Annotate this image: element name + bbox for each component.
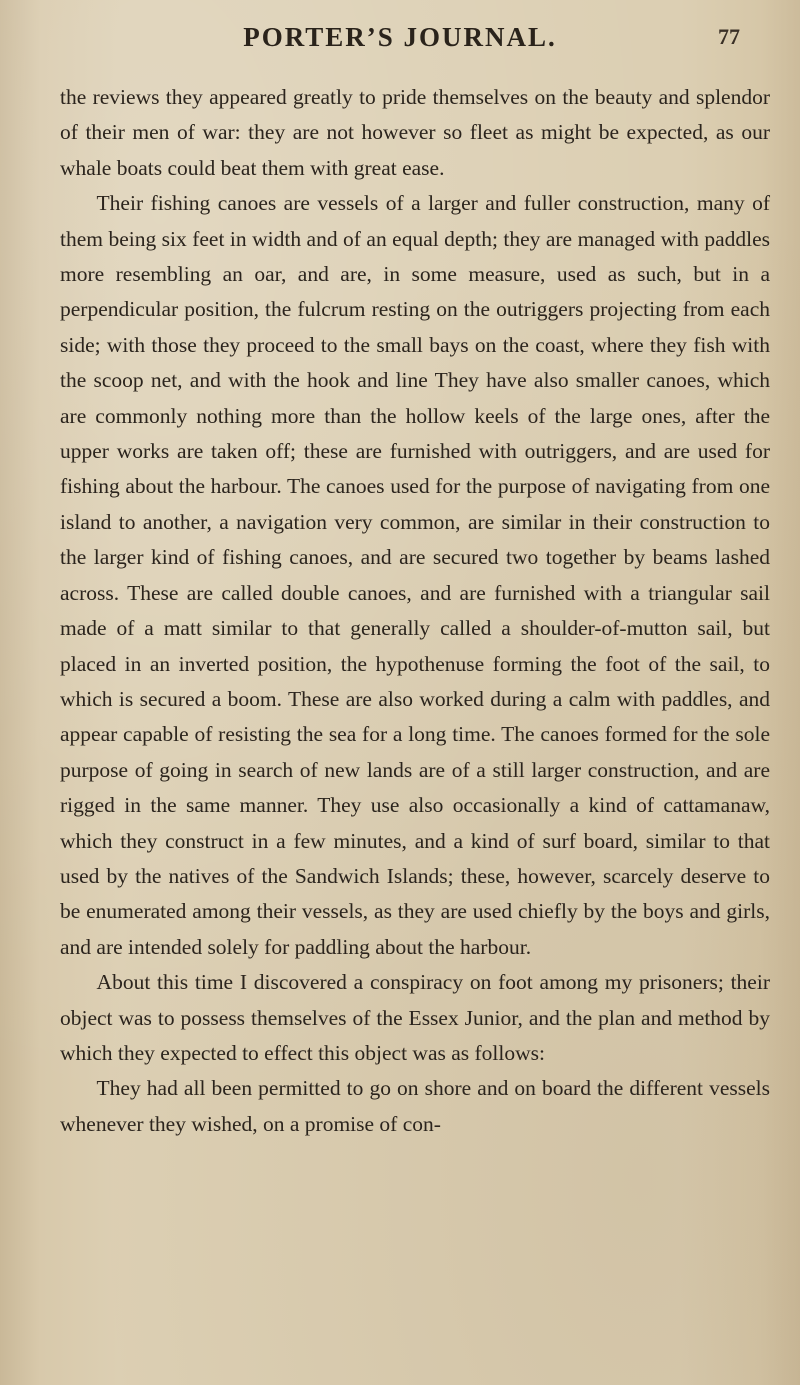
paragraph-continuation: the reviews they appeared greatly to pride themselves on the beauty and splendor of their men of war: they are not however so fleet as might be expected, as our whale boats could beat them with great ease.	[60, 85, 770, 180]
paragraph-permitted-ashore: They had all been permitted to go on shore and on board the different vessels whenever they wished, on a promise of con-	[60, 1076, 770, 1136]
body-text	[60, 80, 770, 1142]
running-head: PORTER’S JOURNAL.	[243, 22, 557, 52]
page-header	[0, 22, 800, 66]
page-number: 77	[718, 24, 740, 49]
paragraph-fishing-canoes: Their fishing canoes are vessels of a larger and fuller construction, many of them being six feet in width and of an equal depth; they are managed with paddles more resembling an oar, and are, in some measure, used as such, but in a perpendicular position, the fulcrum resting on the outriggers projecting from each side; with those they proceed to the small bays on the coast, where they fish with the scoop net, and with the hook and line They have also smaller canoes, which are commonly nothing more than the hollow keels of the large ones, after the upper works are taken off; these are furnished with outriggers, and are used for fishing about the harbour. The canoes used for the purpose of navigating from one island to another, a navigation very common, are similar in their construction to the larger kind of fishing canoes, and are secured two together by beams lashed across. These are called double canoes, and are furnished with a triangular sail made of a matt similar to that generally called a shoulder-of-mutton sail, but placed in an inverted position, the hypothenuse forming the foot of the sail, to which is secured a boom. These are also worked during a calm with paddles, and appear capable of resisting the sea for a long time. The canoes formed for the sole purpose of going in search of new lands are of a still larger construction, and are rigged in the same manner. They use also occasionally a kind of cattamanaw, which they construct in a few minutes, and a kind of surf board, similar to that used by the natives of the Sandwich Islands; these, however, scarcely deserve to be enumerated among their vessels, as they are used chiefly by the boys and girls, and are intended solely for paddling about the harbour.	[60, 191, 770, 959]
paragraph-conspiracy: About this time I discovered a conspiracy on foot among my prisoners; their object was to possess themselves of the Essex Junior, and the plan and method by which they expected to effect this object was as follows:	[60, 970, 770, 1065]
